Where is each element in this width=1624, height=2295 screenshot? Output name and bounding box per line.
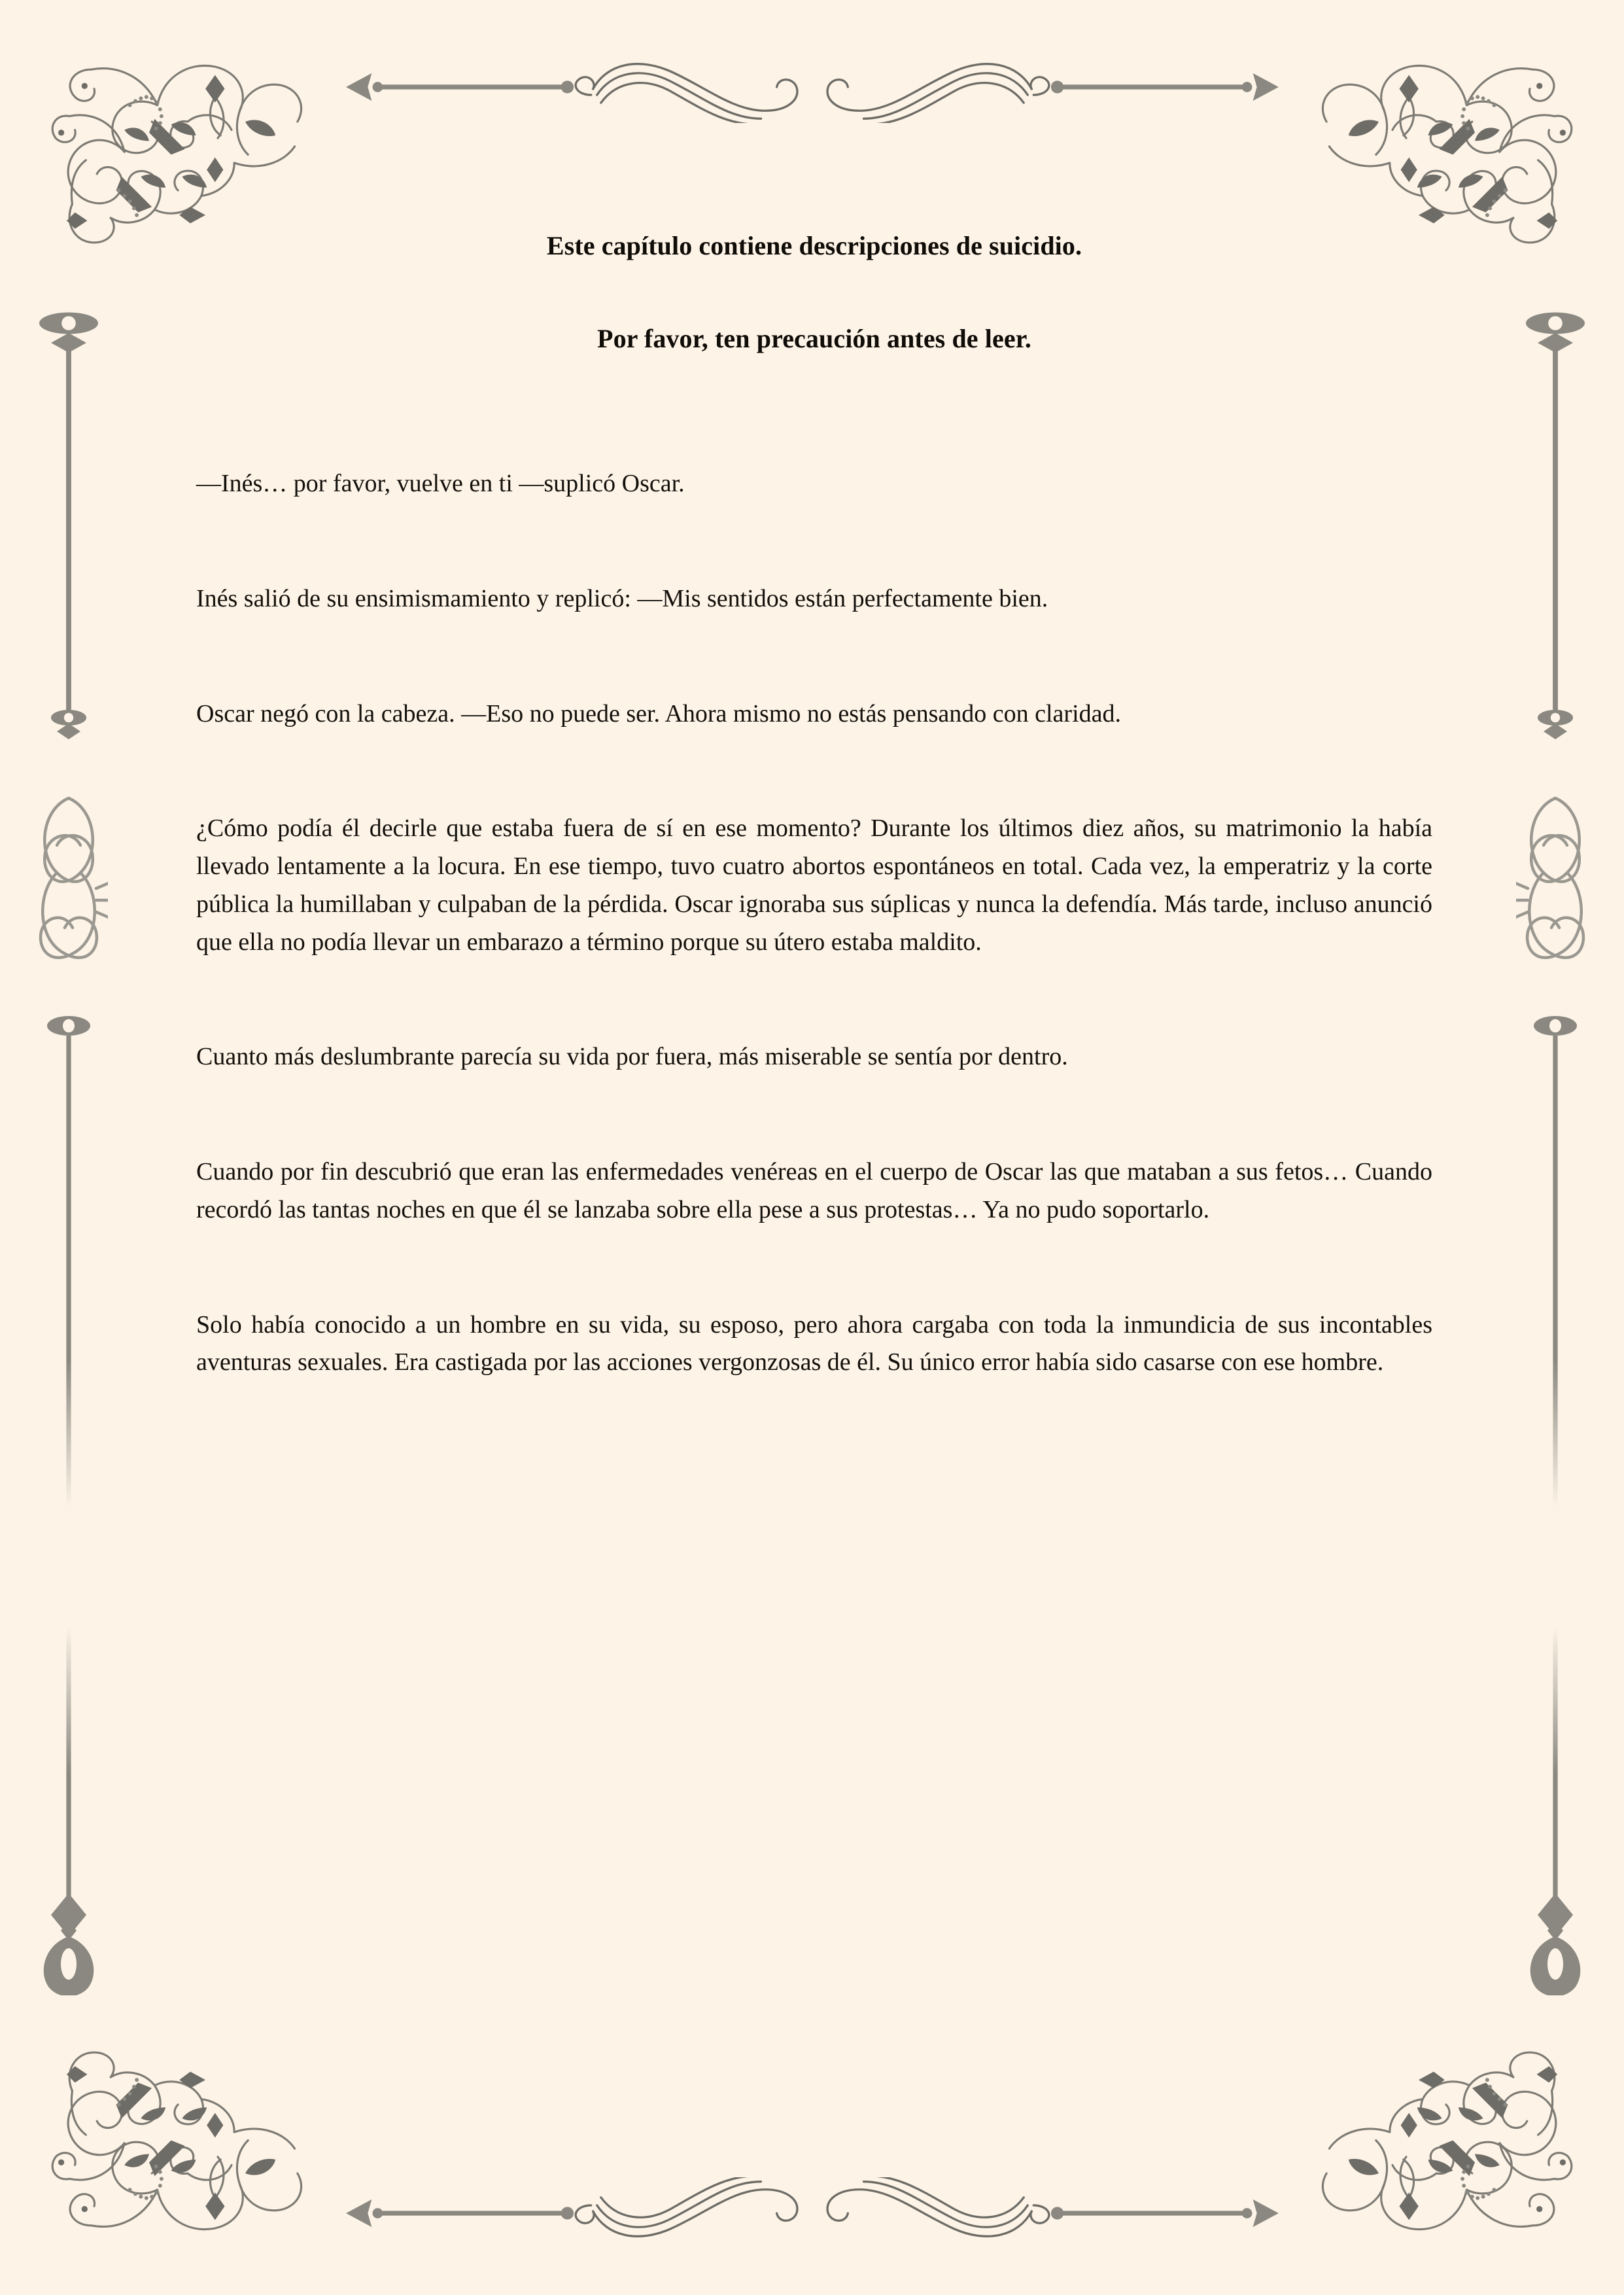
paragraph: Cuando por fin descubrió que eran las enfermedades venéreas en el cuerpo de Oscar las que mataban a sus fetos… Cuando recordó las tantas noches en que él se lanzaba sobre ella pese a sus protestas… Ya no pudo soportarlo. bbox=[196, 1158, 1432, 1223]
chapter-body bbox=[196, 465, 1432, 1382]
filigree-corner-ornament-bottom-right bbox=[1310, 1981, 1585, 2256]
paragraph: Cuanto más deslumbrante parecía su vida por fuera, más miserable se sentía por dentro. bbox=[196, 1043, 1068, 1071]
paragraph: Oscar negó con la cabeza. —Eso no puede ser. Ahora mismo no estás pensando con claridad. bbox=[196, 699, 1121, 727]
scroll-flourish-divider-bottom bbox=[338, 2177, 1287, 2249]
paragraph: ¿Cómo podía él decirle que estaba fuera de sí en ese momento? Durante los últimos diez años, su matrimonio la había llevado lentamente a la locura. En ese tiempo, tuvo cuatro abortos espontáneos en total. Cada vez, la emperatriz y la corte pública la humillaban y culpaban de la pérdida. Oscar ignoraba sus súplicas y nunca la defendía. Más tarde, incluso anunció que ella no podía llevar un embarazo a término porque su útero estaba maldito. bbox=[196, 815, 1432, 956]
filigree-corner-ornament-bottom-left bbox=[39, 1981, 314, 2256]
vertical-rod-ornament-right bbox=[1516, 307, 1595, 1995]
content-warning-line-2: Por favor, ten precaución antes de leer. bbox=[597, 324, 1031, 353]
vertical-rod-ornament-left bbox=[29, 307, 108, 1995]
page-content bbox=[196, 0, 1432, 1382]
paragraph: Solo había conocido a un hombre en su vida, su esposo, pero ahora cargaba con toda la inmundicia de sus incontables aventuras sexuales. Era castigada por las acciones vergonzosas de él. Su único error había sido casarse con ese hombre. bbox=[196, 1310, 1432, 1376]
content-warning-line-1: Este capítulo contiene descripciones de suicidio. bbox=[546, 231, 1082, 260]
paragraph: —Inés… por favor, vuelve en ti —suplicó Oscar. bbox=[196, 470, 685, 497]
paragraph: Inés salió de su ensimismamiento y replicó: —Mis sentidos están perfectamente bien. bbox=[196, 584, 1048, 612]
